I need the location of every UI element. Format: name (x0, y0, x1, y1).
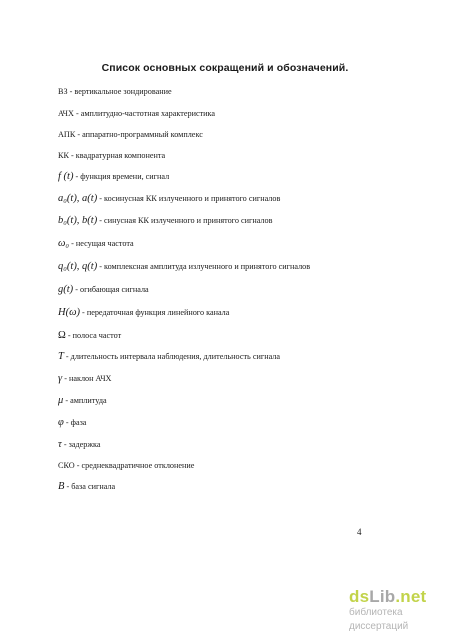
entry-description: - задержка (61, 440, 101, 449)
watermark-subtitle: библиотека диссертаций (349, 607, 409, 632)
entry-description: - фаза (63, 418, 87, 427)
entry-symbol: ω₀ (58, 238, 70, 249)
notation-entry (58, 171, 169, 183)
notation-entry (58, 215, 272, 227)
notation-entry (58, 261, 310, 273)
brand-part: Lib (369, 587, 396, 606)
brand-part: ds (349, 587, 370, 606)
entry-symbol: a₀(t), a(t) (58, 193, 98, 204)
entry-description: - наклон АЧХ (62, 374, 112, 383)
abbreviation-entry (58, 150, 165, 162)
entry-symbol: АПК (58, 130, 76, 139)
abbreviation-entry (58, 129, 203, 141)
entry-description: - функция времени, сигнал (73, 172, 170, 181)
entry-description: - база сигнала (64, 482, 116, 491)
entry-symbol: H(ω) (58, 307, 80, 318)
entry-symbol: b₀(t), b(t) (58, 215, 98, 226)
entry-description: - передаточная функция линейного канала (80, 308, 230, 317)
entry-symbol: μ (58, 395, 64, 406)
entry-description: - косинусная КК излученного и принятого сигналов (97, 194, 281, 203)
entry-symbol: q₀(t), q(t) (58, 261, 98, 272)
entry-description: - длительность интервала наблюдения, длительность сигнала (63, 352, 281, 361)
watermark-logo (349, 588, 447, 634)
entry-symbol: φ (58, 417, 64, 428)
entry-symbol: g(t) (58, 284, 74, 295)
entry-description: - среднеквадратичное отклонение (74, 461, 195, 470)
entry-description: - аппаратно-программный комплекс (75, 130, 203, 139)
entry-symbol: γ (58, 373, 63, 384)
entry-symbol: АЧХ (58, 109, 74, 118)
notation-entry (58, 284, 149, 296)
entry-description: - комплексная амплитуда излученного и принятого сигналов (97, 262, 311, 271)
page-title (0, 62, 450, 74)
notation-entry (58, 307, 229, 319)
page-number: 4 (357, 527, 362, 537)
entry-description: - несущая частота (69, 239, 134, 248)
entry-description: - квадратурная компонента (68, 151, 166, 160)
brand-part: .net (395, 587, 427, 606)
entry-description: - синусная КК излученного и принятого сигналов (97, 216, 273, 225)
entry-description: - амплитудно-частотная характеристика (73, 109, 216, 118)
notation-entry (58, 481, 115, 493)
entry-symbol: f (t) (58, 171, 74, 182)
watermark-brand (349, 588, 447, 606)
entry-description: - вертикальное зондирование (67, 87, 172, 96)
abbreviation-entry (58, 86, 172, 98)
abbreviation-entry (58, 460, 194, 472)
notation-entry (58, 395, 107, 407)
entry-symbol: B (58, 481, 65, 492)
entry-symbol: СКО (58, 461, 75, 470)
notation-entry (58, 439, 101, 451)
notation-entry (58, 330, 121, 342)
notation-entry (58, 373, 111, 385)
entry-symbol: Ω (58, 330, 66, 341)
entry-description: - полоса частот (65, 331, 122, 340)
title-period: . (345, 62, 349, 74)
notation-entry (58, 351, 280, 363)
entry-symbol: ВЗ (58, 87, 68, 96)
notation-entry (58, 238, 134, 250)
notation-entry (58, 193, 280, 205)
entry-symbol: τ (58, 439, 62, 450)
entry-symbol: T (58, 351, 64, 362)
entry-description: - огибающая сигнала (73, 285, 149, 294)
entry-description: - амплитуда (63, 396, 107, 405)
entry-symbol: КК (58, 151, 69, 160)
notation-entry (58, 417, 86, 429)
abbreviation-entry (58, 108, 215, 120)
title-text: Список основных сокращений и обозначений (101, 62, 346, 74)
